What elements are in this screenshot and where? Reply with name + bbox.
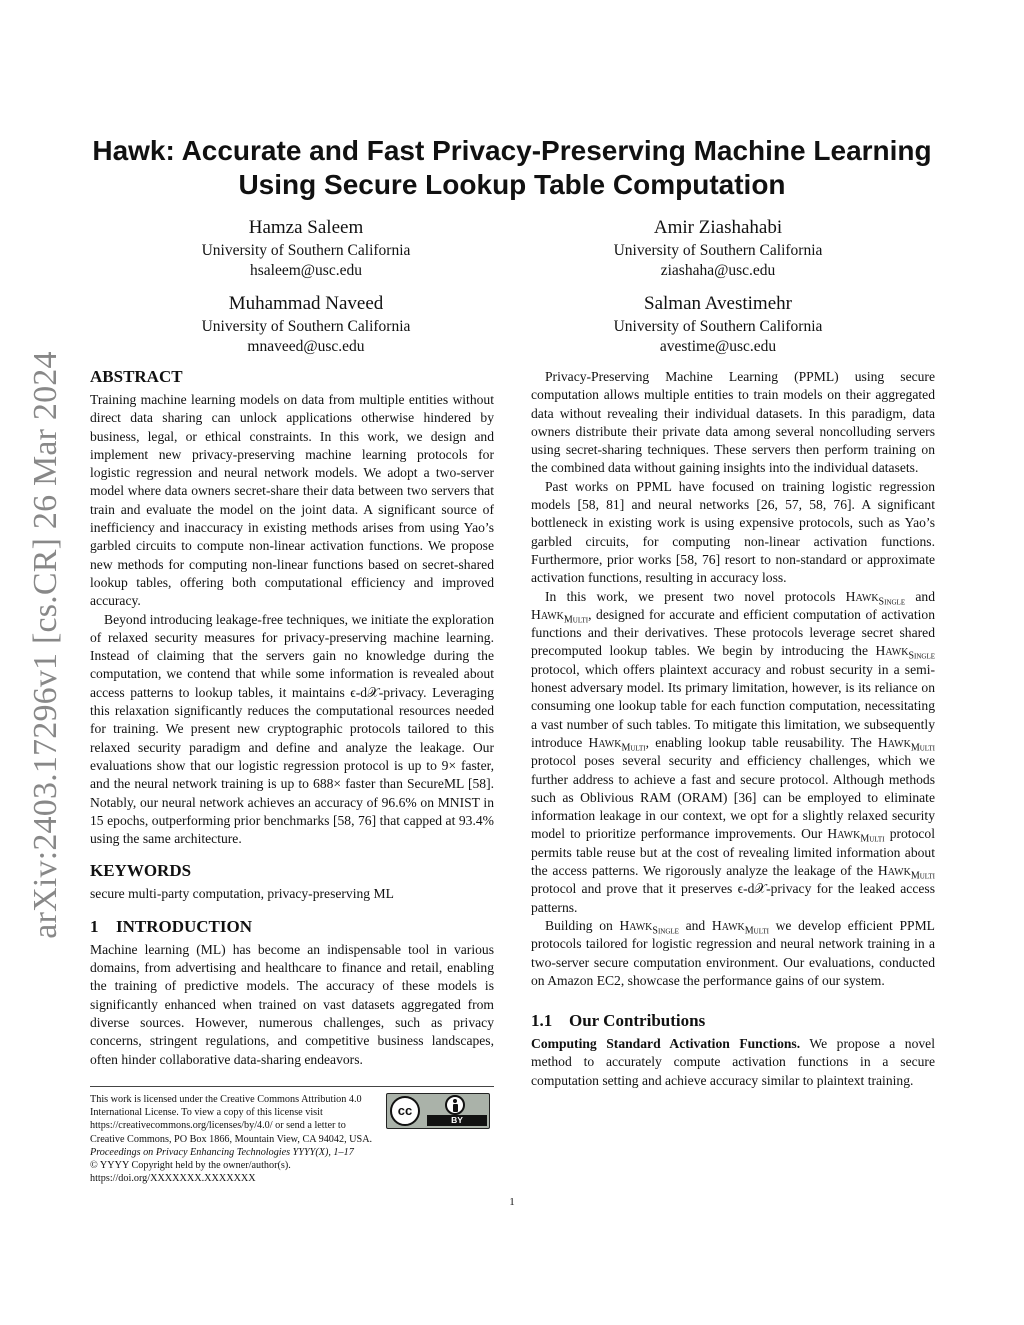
- keywords-heading: KEYWORDS: [90, 861, 192, 881]
- author-email: mnaveed@usc.edu: [247, 338, 365, 355]
- intro-paragraph: Building on Hawk$_{Single}$ and Hawk$_{Multi}$ we develop efficient PPML protocols tailored for logistic regression and neural network training in a two-server secure computation environment. Our evaluations, conducted on Amazon EC2, showcase the performance gains of our system.: [531, 917, 935, 988]
- author-block: [548, 293, 888, 357]
- protocol-name: Hawk$_{Single}$: [845, 588, 906, 608]
- subsection-heading-contributions: [531, 1010, 935, 1032]
- intro-paragraph: Privacy-Preserving Machine Learning (PPML) using secure computation allows multiple entities to train models on their aggregated data without revealing their individual datasets. In this paradigm, data owners distribute their private data among several noncolluding servers using secret-sharing techniques. These servers then perform training on the combined data without gaining insights into the individual datasets.: [531, 369, 935, 476]
- author-name: Hamza Saleem: [248, 217, 364, 238]
- protocol-name: Hawk$_{Multi}$: [531, 606, 589, 626]
- abstract-paragraph: Training machine learning models on data from multiple entities without direct data sharing can unlock applications otherwise hindered by business, legal, or ethical constraints. In this work, we design and implement new privacy-preserving machine learning protocols for logistic regression and neural network models. We adopt a two-server model where data owners secret-share their data between two servers that train and evaluate the model on the joint data. A significant source of inefficiency and inaccuracy in existing methods arises from using Yao’s garbled circuits to compute non-linear activation functions. We propose new methods for computing non-linear functions based on secret-shared lookup tables, offering both computational efficiency and improved accuracy.: [90, 392, 494, 609]
- creative-commons-badge: [386, 1093, 490, 1129]
- subsection-number: 1.1: [531, 1011, 553, 1031]
- intro-paragraph: In this work, we present two novel protocols Hawk$_{Single}$ and Hawk$_{Multi}$, designed for accurate and efficient computation of activation functions and their derivatives. These protocols leverage secret shared precomputed lookup tables. We begin by introducing the Hawk$_{Single}$ protocol, which offers plaintext accuracy and robust security in a semi-honest adversary model. Its primary limitation, however, is its reliance on consuming one lookup table for each function computation, necessitating a vast number of such tables. To mitigate this limitation, we subsequently introduce Hawk$_{Multi}$, enabling lookup table reusability. The Hawk$_{Multi}$ protocol poses several security and efficiency challenges, which we further address to achieve a fast and secure protocol. Although methods such as Oblivious RAM (ORAM) [36] can be employed to eliminate information leakage in our context, we opt for a slightly relaxed security model to prioritize performance improvements. Our Hawk$_{Multi}$ protocol permits table reuse but at the cost of revealing limited information about the access patterns. We rigorously analyze the leakage of the Hawk$_{Multi}$ protocol and prove that it preserves ϵ-d𝒳-privacy for the leaked access patterns.: [531, 588, 936, 915]
- cc-icon: cc: [390, 1096, 420, 1126]
- section-title: INTRODUCTION: [116, 916, 253, 936]
- proceedings-text: Proceedings on Privacy Enhancing Technologies YYYY(X), 1–17: [90, 1146, 354, 1158]
- paragraph-lead: Computing Standard Activation Functions.: [531, 1036, 801, 1052]
- arxiv-stamp: arXiv:2403.17296v1 [cs.CR] 26 Mar 2024: [27, 351, 64, 939]
- author-name: Amir Ziashahabi: [653, 217, 783, 238]
- keywords-text: secure multi-party computation, privacy-preserving ML: [90, 886, 394, 902]
- author-email: hsaleem@usc.edu: [250, 262, 362, 279]
- by-label: BY: [427, 1115, 487, 1126]
- author-email: ziashaha@usc.edu: [660, 262, 776, 279]
- protocol-name: Hawk$_{Multi}$: [588, 734, 646, 754]
- intro-paragraph: Past works on PPML have focused on training logistic regression models [58, 81] and neural networks [26, 57, 58, 76]. A significant bottleneck in existing work is using expensive protocols, such as Yao’s garbled circuits, for computing non-linear activation functions. Furthermore, prior works [58, 76] resort to non-standard or approximate activation functions, resulting in accuracy loss.: [531, 478, 935, 586]
- protocol-name: Hawk$_{Multi}$: [827, 826, 885, 846]
- section-number: 1: [90, 916, 99, 936]
- paper-title: Hawk: Accurate and Fast Privacy-Preserving Machine Learning Using Secure Lookup Table Computation: [92, 135, 932, 200]
- author-name: Muhammad Naveed: [228, 293, 384, 314]
- left-column: [90, 366, 494, 1069]
- doi-line: https://doi.org/XXXXXXX.XXXXXXX: [90, 1173, 256, 1185]
- license-text: This work is licensed under the Creative Commons Attribution 4.0 International License. To view a copy of this license visit https://creativecommons.org/licenses/by/4.0/ or send a letter to Creative Commons, PO Box 1866, Mountain View, CA 94042, USA.: [90, 1094, 373, 1145]
- author-name: Salman Avestimehr: [644, 293, 792, 314]
- protocol-name: Hawk$_{Single}$: [619, 917, 679, 937]
- author-email: avestime@usc.edu: [659, 338, 777, 355]
- intro-paragraph: Machine learning (ML) has become an indispensable tool in various domains, from advertising and healthcare to finance and retail, enabling the training of predictive models. The accuracy of these models is significantly enhanced when trained on vast datasets aggregated from diverse sources. However, numerous challenges, such as privacy concerns, stringent regulations, and competitive business landscapes, often hinder collaborative data-sharing endeavors.: [90, 941, 494, 1067]
- author-affiliation: University of Southern California: [201, 318, 411, 335]
- right-column: [531, 368, 935, 1090]
- protocol-name: Hawk$_{Single}$: [875, 643, 935, 663]
- abstract-heading: ABSTRACT: [90, 367, 183, 386]
- copyright-line: © YYYY Copyright held by the owner/author(s).: [90, 1160, 291, 1172]
- protocol-name: Hawk$_{Multi}$: [877, 863, 935, 882]
- proceedings-line: [90, 1146, 494, 1159]
- contributions-paragraph: Computing Standard Activation Functions. We propose a novel method to accurately compute activation functions in a secure computation setting and achieve accuracy similar to plaintext training.: [531, 1036, 935, 1088]
- attribution-person-icon: [445, 1095, 465, 1115]
- author-affiliation: University of Southern California: [613, 318, 823, 335]
- license-footnote: [90, 1086, 494, 1185]
- page-number: 1: [509, 1196, 515, 1208]
- protocol-name: Hawk$_{Multi}$: [877, 734, 936, 754]
- author-block: [136, 293, 476, 357]
- abstract-paragraph: Beyond introducing leakage-free techniques, we initiate the exploration of relaxed security measures for privacy-preserving machine learning. Instead of claiming that the servers gain no knowledge during the computation, we contend that while some information is revealed about access patterns to lookup tables, it maintains ϵ-d𝒳-privacy. Leveraging this relaxation significantly reduces the computational resources needed for training. We present new cryptographic protocols tailored to this relaxed security paradigm and define and analyze the leakage. Our evaluations show that our logistic regression protocol is up to 9× faster, and the neural network training is up to 688× faster than SecureML [58]. Notably, our neural network achieves an accuracy of 96.6% on MNIST in 15 epochs, outperforming prior benchmarks [58, 76] that capped at 93.4% using the same architecture.: [90, 611, 494, 847]
- author-block: [548, 217, 888, 281]
- subsection-title: Our Contributions: [569, 1011, 706, 1031]
- author-block: [136, 217, 476, 281]
- author-affiliation: University of Southern California: [201, 242, 411, 259]
- author-affiliation: University of Southern California: [613, 242, 823, 259]
- section-heading-introduction: [90, 916, 494, 938]
- protocol-name: Hawk$_{Multi}$: [711, 917, 769, 937]
